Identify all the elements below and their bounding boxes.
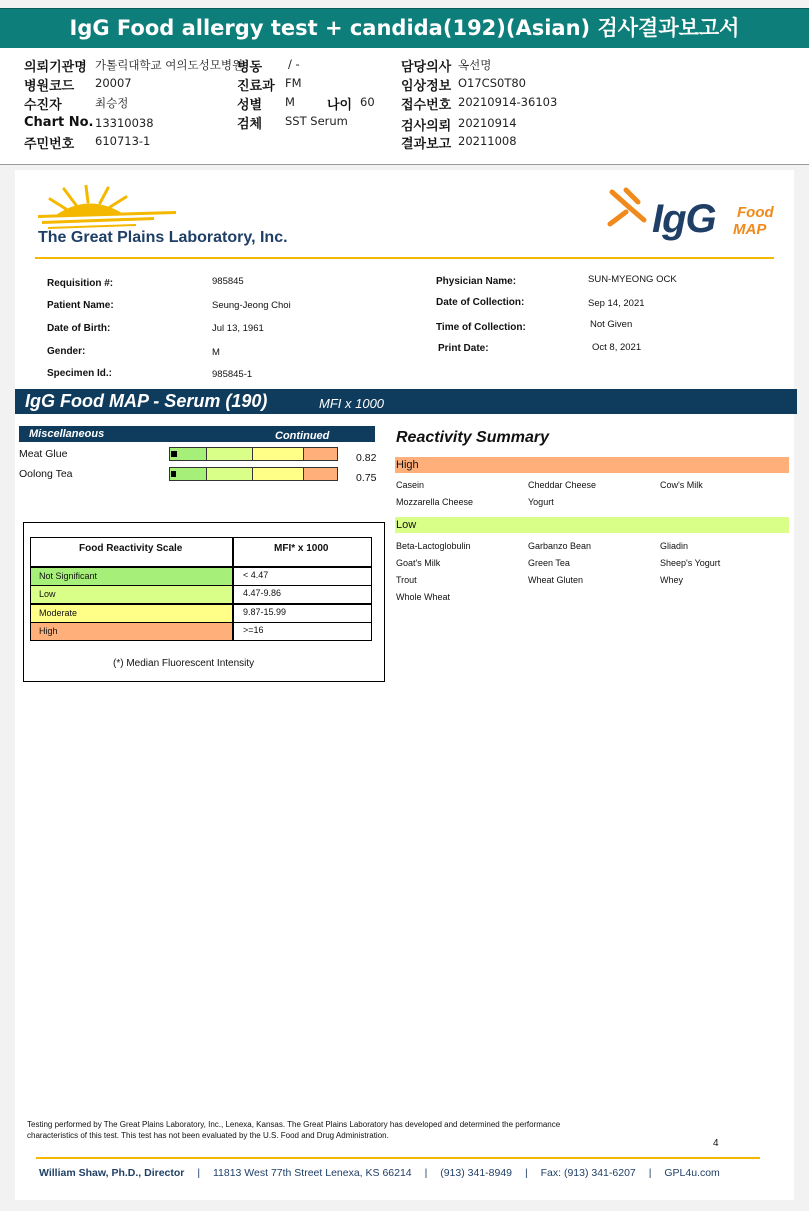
scale-range-text: < 4.47: [243, 570, 269, 580]
physician-value: SUN-MYEONG OCK: [588, 274, 677, 285]
dob-label: Date of Birth:: [47, 323, 111, 334]
institution-value: 가톨릭대학교 여의도성모병원: [95, 58, 244, 72]
scale-level-text: Moderate: [39, 608, 78, 618]
summary-title: Reactivity Summary: [396, 429, 549, 446]
chart-label: Chart No.: [24, 115, 94, 130]
logo-igg: IgG: [652, 197, 716, 241]
summary-food-item: Cheddar Cheese: [528, 480, 597, 490]
report-page: [15, 170, 794, 1200]
summary-food-item: Whole Wheat: [396, 592, 451, 602]
scale-level-range: [233, 622, 372, 641]
summary-food-item: Sheep's Yogurt: [660, 558, 721, 568]
sex-label: 성별: [237, 98, 263, 113]
footer-address: 11813 West 77th Street Lenexa, KS 66214: [212, 1167, 412, 1179]
summary-food-item: Yogurt: [528, 497, 554, 507]
ward-label: 병동: [237, 60, 263, 75]
age-label: 나이: [327, 98, 353, 113]
request-label: 검사의뢰: [401, 119, 452, 134]
report-title: IgG Food allergy test + candida(192)(Asian) 검사결과보고서: [0, 8, 809, 49]
scale-level-range: [233, 604, 372, 623]
section-banner: [15, 389, 797, 414]
banner-subtitle: MFI x 1000: [319, 396, 385, 411]
summary-food-item: Wheat Gluten: [528, 575, 584, 585]
level-marker-meat-glue: [171, 451, 177, 457]
dept-value: FM: [285, 76, 302, 90]
footer-sep: |: [424, 1167, 428, 1179]
misc-header-continued: Continued: [275, 430, 330, 442]
scale-range-text: >=16: [243, 625, 264, 635]
scale-col1-text: Food Reactivity Scale: [79, 543, 183, 554]
specimen-id-label: Specimen Id.:: [47, 368, 113, 379]
summary-food-item: Cow's Milk: [660, 480, 703, 490]
scale-level-label: [30, 585, 233, 604]
disclaimer: [27, 1119, 727, 1141]
footer-phone: (913) 341-8949: [440, 1167, 513, 1179]
summary-food-item: Trout: [396, 575, 417, 585]
gender-value: M: [212, 347, 220, 358]
footer-sep: |: [648, 1167, 652, 1179]
id-label: 주민번호: [24, 137, 75, 152]
scale-level-range: [233, 585, 372, 604]
level-marker-oolong-tea: [171, 471, 176, 477]
footer-sep: |: [197, 1167, 201, 1179]
page-number: 4: [713, 1138, 719, 1149]
dob-value: Jul 13, 1961: [212, 323, 264, 334]
footer-director: William Shaw, Ph.D., Director: [39, 1167, 185, 1179]
collection-date-value: Sep 14, 2021: [588, 298, 645, 309]
sex-value: M: [285, 95, 295, 109]
gender-label: Gender:: [47, 346, 86, 357]
print-date-label: Print Date:: [438, 343, 489, 354]
request-value: 20210914: [458, 116, 517, 130]
ward-value: / -: [288, 57, 300, 71]
scale-level-label: [30, 604, 233, 623]
collection-time-value: Not Given: [590, 319, 633, 330]
age-value: 60: [360, 95, 375, 109]
clinical-info-value: O17CS0T80: [458, 76, 526, 90]
footer-sep: |: [524, 1167, 528, 1179]
requisition-value: 985845: [212, 276, 244, 287]
receipt-label: 접수번호: [401, 98, 452, 113]
antibody-icon: [604, 186, 656, 238]
summary-food-item: Beta-Lactoglobulin: [396, 541, 471, 551]
sun-logo-icon: [36, 185, 178, 231]
disclaimer-line1: Testing performed by The Great Plains Laboratory, Inc., Lenexa, Kansas. The Great Plains Laboratory has developed and determined the performance: [27, 1120, 561, 1129]
report-value: 20211008: [458, 134, 517, 148]
summary-low-header: [395, 517, 789, 533]
print-date-value: Oct 8, 2021: [592, 342, 642, 353]
reactivity-bar-meat-glue: [169, 447, 338, 461]
institution-label: 의뢰기관명: [24, 60, 87, 75]
clinical-info-label: 임상정보: [401, 79, 452, 94]
hospital-code-label: 병원코드: [24, 79, 75, 94]
banner-title: IgG Food MAP - Serum (190): [25, 391, 268, 411]
scale-level-text: Low: [39, 589, 56, 599]
summary-low-label: Low: [396, 519, 417, 531]
reactivity-bar-oolong-tea: [169, 467, 338, 481]
scale-range-text: 9.87-15.99: [243, 607, 287, 617]
collection-date-label: Date of Collection:: [436, 297, 525, 308]
header-rule: [35, 257, 774, 259]
lab-name: The Great Plains Laboratory, Inc.: [38, 229, 288, 246]
specimen-label: 검체: [237, 117, 263, 132]
summary-high-label: High: [396, 459, 419, 471]
footer-rule: [36, 1157, 760, 1159]
summary-food-item: Gliadin: [660, 541, 689, 551]
scale-header-col1: [30, 537, 233, 567]
logo-map: MAP: [733, 221, 767, 238]
misc-header-label: Miscellaneous: [29, 428, 105, 440]
summary-food-item: Whey: [660, 575, 684, 585]
patient-name-label: Patient Name:: [47, 300, 114, 311]
summary-food-item: Casein: [396, 480, 425, 490]
food-name-oolong-tea: Oolong Tea: [19, 468, 73, 480]
value-oolong-tea: 0.75: [356, 472, 377, 484]
collection-time-label: Time of Collection:: [436, 322, 526, 333]
summary-food-item: Garbanzo Bean: [528, 541, 592, 551]
food-name-meat-glue: Meat Glue: [19, 448, 68, 460]
footer-web: GPL4u.com: [664, 1167, 720, 1179]
receipt-value: 20210914-36103: [458, 95, 558, 109]
hospital-code-value: 20007: [95, 76, 132, 90]
doctor-value: 옥선명: [458, 58, 492, 72]
request-header: [0, 48, 809, 165]
id-value: 610713-1: [95, 134, 151, 148]
scale-footnote: (*) Median Fluorescent Intensity: [113, 658, 255, 669]
physician-label: Physician Name:: [436, 276, 517, 287]
footer-bar: [39, 1167, 720, 1179]
report-label: 결과보고: [401, 137, 452, 152]
summary-high-header: [395, 457, 789, 473]
patient-label: 수진자: [24, 98, 62, 113]
scale-level-label: [30, 567, 233, 586]
scale-level-range: [233, 567, 372, 586]
scale-col2-text: MFI* x 1000: [274, 543, 329, 554]
dept-label: 진료과: [237, 79, 275, 94]
footer-fax: Fax: (913) 341-6207: [540, 1167, 636, 1179]
patient-value: 최승정: [95, 96, 129, 110]
logo-food: Food: [737, 204, 774, 221]
specimen-value: SST Serum: [285, 114, 348, 128]
disclaimer-line2: characteristics of this test. This test has not been evaluated by the U.S. Food and Drug Administration.: [27, 1131, 389, 1140]
misc-panel-header: [19, 426, 375, 442]
patient-name-value: Seung-Jeong Choi: [212, 300, 291, 311]
scale-level-text: Not Significant: [39, 571, 98, 581]
requisition-label: Requisition #:: [47, 278, 114, 289]
specimen-id-value: 985845-1: [212, 369, 253, 380]
summary-food-item: Goat's Milk: [396, 558, 441, 568]
chart-value: 13310038: [95, 116, 154, 130]
doctor-label: 담당의사: [401, 60, 452, 75]
summary-food-item: Green Tea: [528, 558, 570, 568]
summary-food-item: Mozzarella Cheese: [396, 497, 474, 507]
scale-level-text: High: [39, 626, 58, 636]
value-meat-glue: 0.82: [356, 452, 377, 464]
scale-header-col2: [233, 537, 372, 567]
scale-level-label: [30, 622, 233, 641]
scale-range-text: 4.47-9.86: [243, 588, 282, 598]
